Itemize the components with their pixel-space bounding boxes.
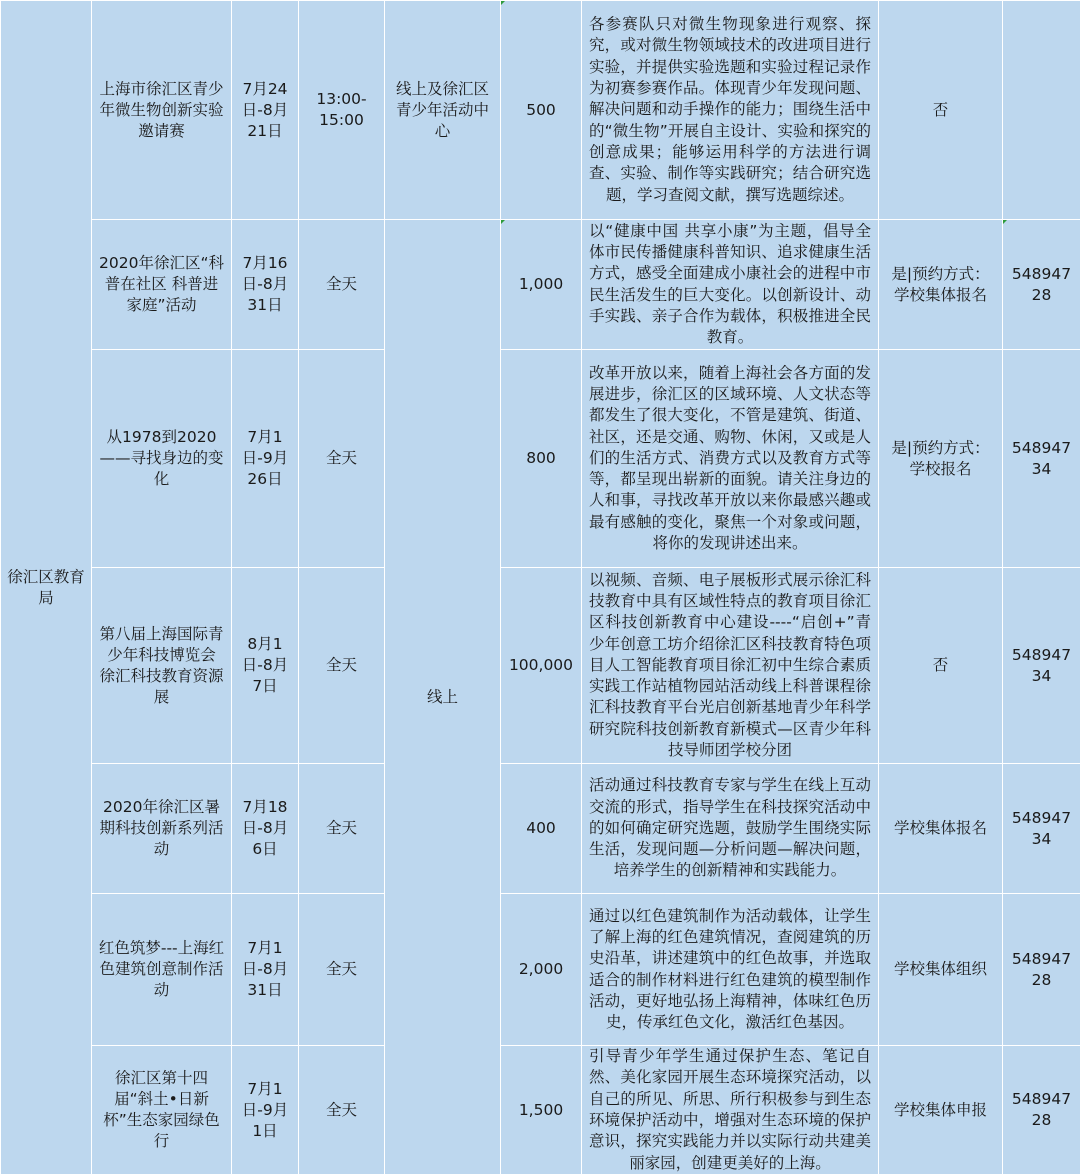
activity-phone: 54894734	[1003, 350, 1080, 568]
table-row	[1, 568, 1080, 764]
activity-name: 上海市徐汇区青少年微生物创新实验邀请赛	[92, 1, 232, 220]
table-row	[1, 894, 1080, 1046]
activity-phone	[1003, 1, 1080, 220]
activity-phone: 54894728	[1003, 1046, 1080, 1175]
activity-description: 引导青少年学生通过保护生态、笔记自然、美化家园开展生态环境探究活动，以自己的所见、所思、所行积极参与到生态环境保护活动中，增强对生态环境的保护意识，探究实践能力并以实际行动共建美丽家园，创建更美好的上海。	[582, 1046, 879, 1175]
activity-quota: 100,000	[501, 568, 582, 764]
activity-phone: 54894734	[1003, 764, 1080, 894]
table-row	[1, 764, 1080, 894]
activity-signup: 学校集体组织	[879, 894, 1003, 1046]
activity-description: 各参赛队只对微生物现象进行观察、探究，或对微生物领域技术的改进项目进行实验，并提供实验选题和实验过程记录作为初赛参赛作品。体现青少年发现问题、解决问题和动手操作的能力；围绕生活中的“微生物”开展自主设计、实验和探究的创意成果；能够运用科学的方法进行调查、实验、制作等实践研究；结合研究选题，学习查阅文献，撰写选题综述。	[582, 1, 879, 220]
activity-name: 徐汇区第十四届“斜土•日新杯”生态家园绿色行	[92, 1046, 232, 1175]
activity-date: 8月1日-8月7日	[232, 568, 299, 764]
organizer-cell: 徐汇区教育局	[1, 1, 92, 1175]
activity-name: 2020年徐汇区“科普在社区 科普进家庭”活动	[92, 220, 232, 350]
activity-phone: 54894728	[1003, 894, 1080, 1046]
activity-name: 从1978到2020——寻找身边的变化	[92, 350, 232, 568]
table-row	[1, 1046, 1080, 1175]
activity-time: 全天	[299, 1046, 385, 1175]
online-venue-cell: 线上	[385, 220, 501, 1175]
activity-time: 全天	[299, 764, 385, 894]
activity-description: 改革开放以来，随着上海社会各方面的发展进步，徐汇区的区域环境、人文状态等都发生了很大变化，不管是建筑、街道、社区，还是交通、购物、休闲，又或是人们的生活方式、消费方式以及教育方式等等，都呈现出崭新的面貌。请关注身边的人和事，寻找改革开放以来你最感兴趣或最有感触的变化，聚焦一个对象或问题，将你的发现讲述出来。	[582, 350, 879, 568]
activity-date: 7月24日-8月21日	[232, 1, 299, 220]
activity-phone: 54894734	[1003, 568, 1080, 764]
activity-date: 7月1日-9月1日	[232, 1046, 299, 1175]
activity-time: 全天	[299, 350, 385, 568]
activity-description: 活动通过科技教育专家与学生在线上互动交流的形式，指导学生在科技探究活动中的如何确定研究选题，鼓励学生围绕实际生活，发现问题—分析问题—解决问题，培养学生的创新精神和实践能力。	[582, 764, 879, 894]
activity-quota: 2,000	[501, 894, 582, 1046]
activity-quota: 500	[501, 1, 582, 220]
activity-quota: 400	[501, 764, 582, 894]
table-row	[1, 350, 1080, 568]
activity-signup: 是|预约方式：学校报名	[879, 350, 1003, 568]
activity-description: 通过以红色建筑制作为活动载体，让学生了解上海的红色建筑情况，查阅建筑的历史沿革，讲述建筑中的红色故事，并选取适合的制作材料进行红色建筑的模型制作活动，更好地弘扬上海精神，体味红色历史，传承红色文化，激活红色基因。	[582, 894, 879, 1046]
activity-time: 全天	[299, 220, 385, 350]
activity-date: 7月1日-9月26日	[232, 350, 299, 568]
activity-description: 以“健康中国 共享小康”为主题，倡导全体市民传播健康科普知识、追求健康生活方式，感受全面建成小康社会的进程中市民生活发生的巨大变化。以创新设计、动手实践、亲子合作为载体，积极推进全民教育。	[582, 220, 879, 350]
activity-signup: 否	[879, 1, 1003, 220]
activity-description: 以视频、音频、电子展板形式展示徐汇科技教育中具有区域性特点的教育项目徐汇区科技创新教育中心建设----“启创+”青少年创意工坊介绍徐汇区科技教育特色项目人工智能教育项目徐汇初中生综合素质实践工作站植物园站活动线上科普课程徐汇科技教育平台光启创新基地青少年科学研究院科技创新教育新模式—区青少年科技导师团学校分团	[582, 568, 879, 764]
activity-time: 全天	[299, 894, 385, 1046]
activity-name: 第八届上海国际青少年科技博览会 徐汇科技教育资源展	[92, 568, 232, 764]
activity-signup: 否	[879, 568, 1003, 764]
activity-time: 全天	[299, 568, 385, 764]
activity-date: 7月1日-8月31日	[232, 894, 299, 1046]
activity-name: 红色筑梦---上海红色建筑创意制作活动	[92, 894, 232, 1046]
activity-date: 7月16日-8月31日	[232, 220, 299, 350]
activity-quota: 800	[501, 350, 582, 568]
table-row	[1, 220, 1080, 350]
activity-date: 7月18日-8月6日	[232, 764, 299, 894]
table-row	[1, 1, 1080, 220]
activity-venue: 线上及徐汇区青少年活动中心	[385, 1, 501, 220]
activity-quota: 1,500	[501, 1046, 582, 1175]
activity-signup: 是|预约方式：学校集体报名	[879, 220, 1003, 350]
activity-name: 2020年徐汇区暑期科技创新系列活动	[92, 764, 232, 894]
activity-phone: 54894728	[1003, 220, 1080, 350]
activity-signup: 学校集体申报	[879, 1046, 1003, 1175]
activity-quota: 1,000	[501, 220, 582, 350]
activity-time: 13:00-15:00	[299, 1, 385, 220]
activity-signup: 学校集体报名	[879, 764, 1003, 894]
